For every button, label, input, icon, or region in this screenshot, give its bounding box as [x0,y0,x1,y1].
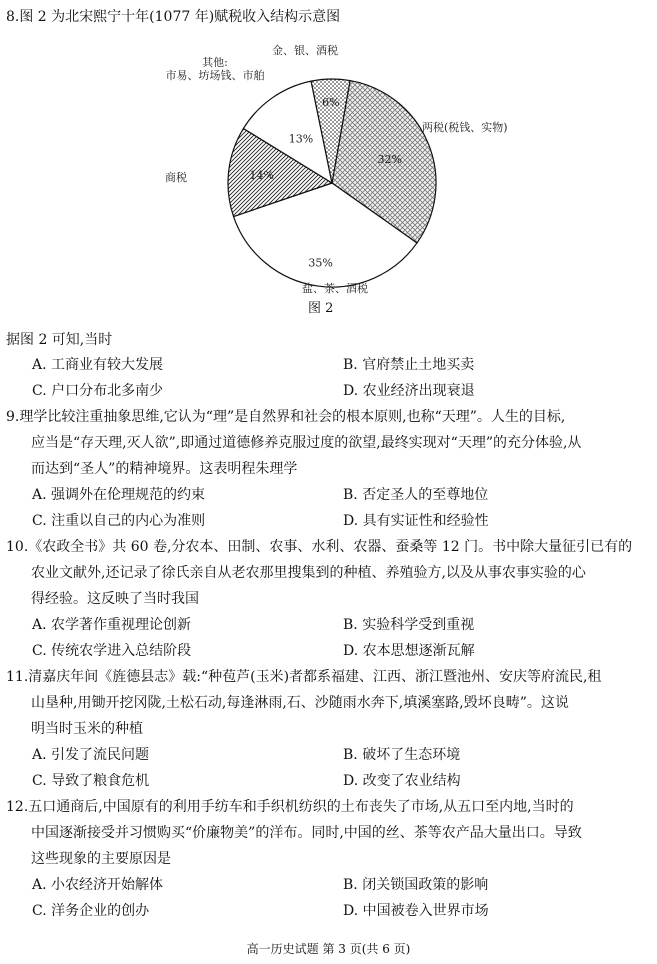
q10-option-a: A. 农学著作重视理论创新 [32,617,192,633]
question-11-line: 明当时玉米的种植 [31,721,143,737]
q12-option-a: A. 小农经济开始解体 [32,877,164,893]
q12-option-d: D. 中国被卷入世界市场 [343,903,489,919]
question-10-line: 10.《农政全书》共 60 卷,分农本、田制、农事、水利、农器、蚕桑等 12 门。书中除大量征引已有的 [6,539,633,555]
pie-category-label: 其他: [202,56,228,69]
page-footer: 高一历史试题 第 3 页(共 6 页) [246,942,411,956]
q8-option-b: B. 官府禁止土地买卖 [343,357,475,373]
q10-option-b: B. 实验科学受到重视 [343,617,475,633]
question-11-line: 11.清嘉庆年间《旌德县志》载:“种苞芦(玉米)者都系福建、江西、浙江暨池州、安庆等府流民,租 [6,669,602,685]
pie-category-label: 盐、茶、酒税 [302,282,368,295]
figure-label: 图 2 [308,301,334,316]
question-11-line: 山垦种,用锄开挖冈陇,土松石动,每逢淋雨,石、沙随雨水奔下,填溪塞路,毁坏良畴”。这说 [31,695,569,711]
question-8-prompt: 据图 2 可知,当时 [6,332,113,348]
pie-category-label: 两税(税钱、实物) [422,121,508,134]
pie-value-label: 14% [249,169,274,183]
question-8-title: 8.图 2 为北宋熙宁十年(1077 年)赋税收入结构示意图 [6,9,341,25]
q11-option-d: D. 改变了农业结构 [343,773,461,789]
q8-option-c: C. 户口分布北多南少 [32,383,164,399]
question-9-line: 9.理学比较注重抽象思维,它认为“理”是自然界和社会的根本原则,也称“天理”。人生的目标, [6,409,566,425]
q8-option-d: D. 农业经济出现衰退 [343,383,475,399]
pie-value-label: 32% [377,153,402,167]
q12-option-b: B. 闭关锁国政策的影响 [343,877,489,893]
q12-option-c: C. 洋务企业的创办 [32,903,150,919]
question-9-line: 而达到“圣人”的精神境界。这表明程朱理学 [31,461,298,477]
pie-category-label: 商税 [165,171,187,184]
q9-option-d: D. 具有实证性和经验性 [343,513,489,529]
question-10-line: 农业文献外,还记录了徐氏亲自从老农那里搜集到的种植、养殖验方,以及从事农事实验的心 [31,565,586,581]
question-9-line: 应当是“存天理,灭人欲”,即通过道德修养克服过度的欲望,最终实现对“天理”的充分体验,从 [31,435,582,451]
q11-option-c: C. 导致了粮食危机 [32,773,150,789]
pie-category-label: 金、银、酒税 [272,44,338,57]
pie-value-label: 6% [322,95,340,109]
q9-option-a: A. 强调外在伦理规范的约束 [32,487,206,503]
q11-option-a: A. 引发了流民问题 [32,747,150,763]
pie-value-label: 13% [288,132,314,146]
q11-option-b: B. 破坏了生态环境 [343,747,461,763]
q9-option-c: C. 注重以自己的内心为准则 [32,513,206,529]
question-12-line: 中国逐渐接受并习惯购买“价廉物美”的洋布。同时,中国的丝、茶等农产品大量出口。导致 [31,825,582,841]
q10-option-c: C. 传统农学进入总结阶段 [32,643,192,659]
pie-category-label: 市易、坊场钱、市舶 [165,69,265,82]
q10-option-d: D. 农本思想逐渐瓦解 [343,643,475,659]
tax-structure-pie-chart [150,35,530,297]
question-12-line: 这些现象的主要原因是 [31,851,171,867]
question-12-line: 12.五口通商后,中国原有的利用手纺车和手织机纺织的土布丧失了市场,从五口至内地,当时的 [6,799,574,815]
q9-option-b: B. 否定圣人的至尊地位 [343,487,489,503]
pie-value-label: 35% [308,256,333,270]
question-10-line: 得经验。这反映了当时我国 [31,591,199,607]
q8-option-a: A. 工商业有较大发展 [32,357,164,373]
